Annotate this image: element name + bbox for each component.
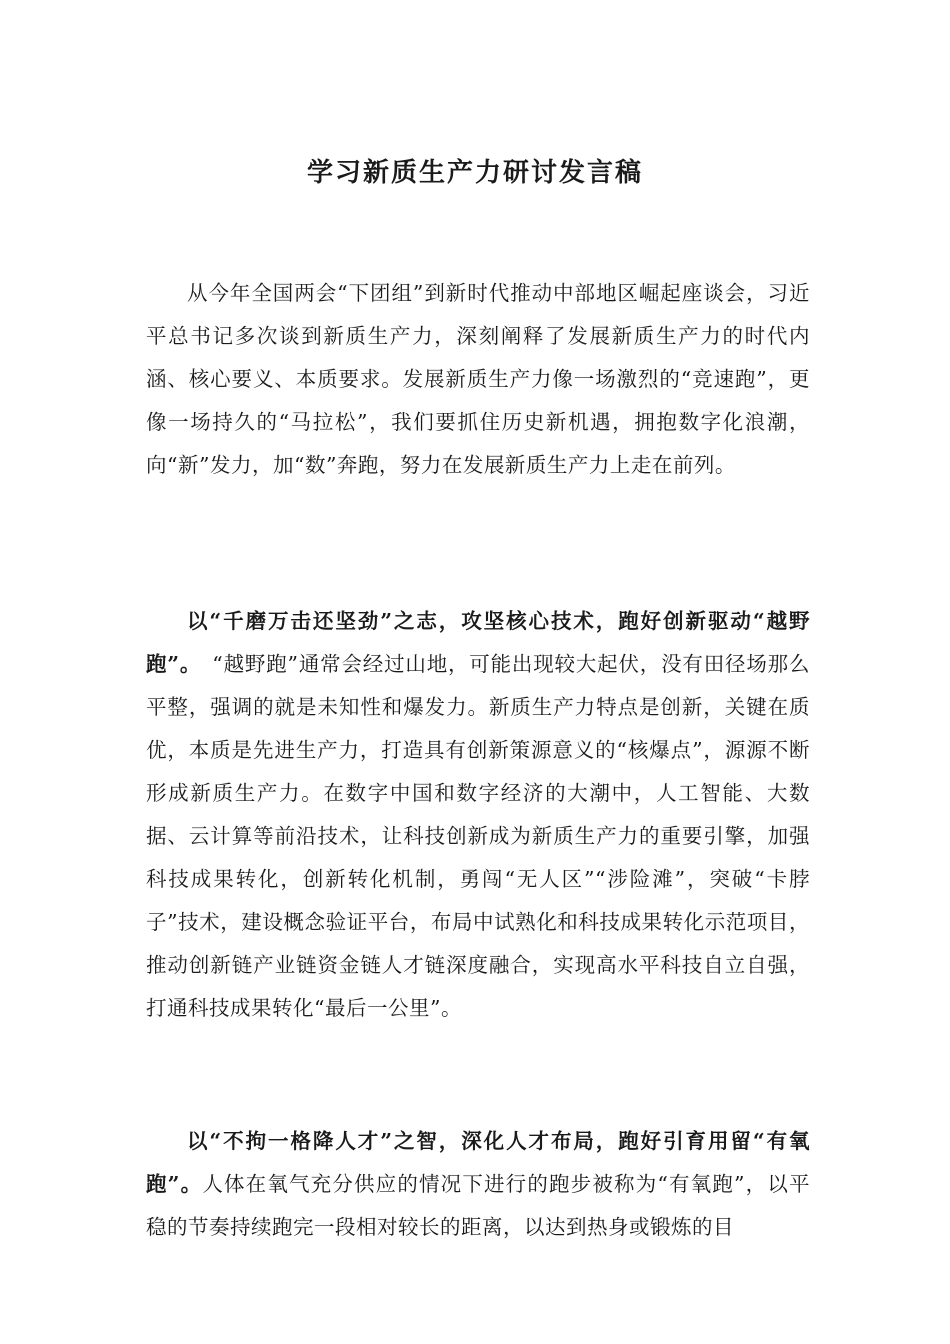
paragraph-lead-heading: 以“千磨万击还坚劲”之志，攻坚核心技术，跑好创新驱动“越野跑”。 (146, 609, 810, 676)
paragraph-intro (146, 272, 810, 487)
paragraph-lead-heading: 以“不拘一格降人才”之智，深化人才布局，跑好引育用留“有氧跑”。 (146, 1129, 810, 1196)
paragraph-body: “越野跑”通常会经过山地，可能出现较大起伏，没有田径场那么平整，强调的就是未知性和爆发力。新质生产力特点是创新，关键在质优，本质是先进生产力，打造具有创新策源意义的“核爆点”，源源不断形成新质生产力。在数字中国和数字经济的大潮中，人工智能、大数据、云计算等前沿技术，让科技创新成为新质生产力的重要引擎，加强科技成果转化，创新转化机制，勇闯“无人区”“涉险滩”，突破“卡脖子”技术，建设概念验证平台，布局中试熟化和科技成果转化示范项目，推动创新链产业链资金链人才链深度融合，实现高水平科技自立自强，打通科技成果转化“最后一公里”。 (146, 652, 810, 1020)
paragraph-body: 人体在氧气充分供应的情况下进行的跑步被称为“有氧跑”，以平稳的节奏持续跑完一段相对较长的距离，以达到热身或锻炼的目 (146, 1172, 810, 1239)
paragraph-innovation (146, 600, 810, 1030)
document-title: 学习新质生产力研讨发言稿 (306, 158, 643, 188)
paragraph-body: 从今年全国两会“下团组”到新时代推动中部地区崛起座谈会，习近平总书记多次谈到新质生产力，深刻阐释了发展新质生产力的时代内涵、核心要义、本质要求。发展新质生产力像一场激烈的“竞速跑”，更像一场持久的“马拉松”，我们要抓住历史新机遇，拥抱数字化浪潮，向“新”发力，加“数”奔跑，努力在发展新质生产力上走在前列。 (146, 281, 810, 477)
paragraph-talent (146, 1120, 810, 1249)
